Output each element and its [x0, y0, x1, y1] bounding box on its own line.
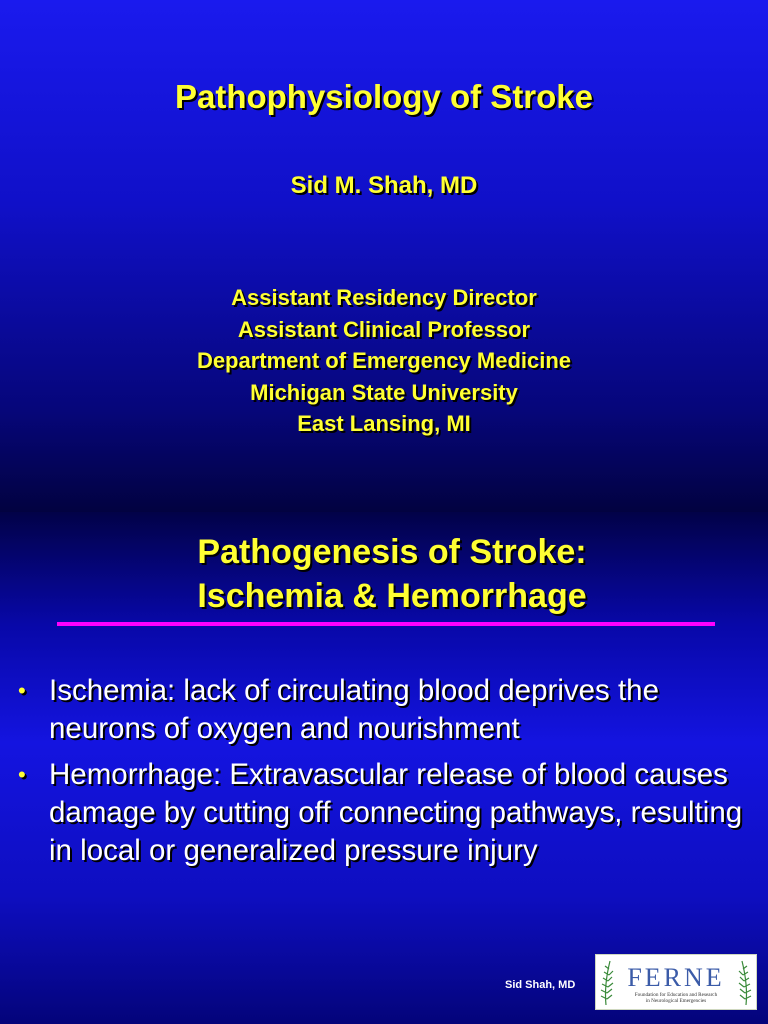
logo-subtitle: Foundation for Education and Research	[634, 992, 718, 998]
slide-heading	[92, 530, 692, 618]
heading-underline	[57, 622, 715, 626]
slide-pathogenesis	[0, 512, 768, 1024]
presentation-title: Pathophysiology of Stroke	[174, 78, 594, 115]
author-name: Sid M. Shah, MD	[290, 172, 478, 199]
affiliation-line: Assistant Residency Director	[231, 285, 537, 310]
affiliation-line: Michigan State University	[250, 379, 518, 405]
logo-subtitle: in Neurological Emergencies	[645, 998, 707, 1004]
bullet-icon: •	[18, 762, 26, 787]
bullet-text: Hemorrhage: Extravascular release of blood causes damage by cutting off connecting pathways, resulting in local or generalized pressure injury	[49, 758, 743, 867]
affiliation-line: Assistant Clinical Professor	[237, 316, 531, 342]
bullet-text: Ischemia: lack of circulating blood deprives the neurons of oxygen and nourishment	[49, 674, 659, 745]
bullet-item	[18, 672, 768, 748]
logo-wordmark: FERNE	[627, 963, 725, 992]
fern-leaf-icon	[596, 955, 756, 1009]
author-affiliation	[0, 282, 768, 440]
bullet-item	[18, 756, 768, 870]
slide-footer: Sid Shah, MD	[505, 979, 576, 991]
heading-line: Ischemia & Hemorrhage	[197, 577, 587, 615]
affiliation-line: East Lansing, MI	[297, 411, 471, 436]
ferne-logo	[595, 954, 757, 1010]
affiliation-line: Department of Emergency Medicine	[196, 348, 572, 373]
heading-line: Pathogenesis of Stroke:	[197, 533, 587, 571]
bullet-list	[18, 672, 768, 878]
bullet-icon: •	[18, 678, 26, 703]
